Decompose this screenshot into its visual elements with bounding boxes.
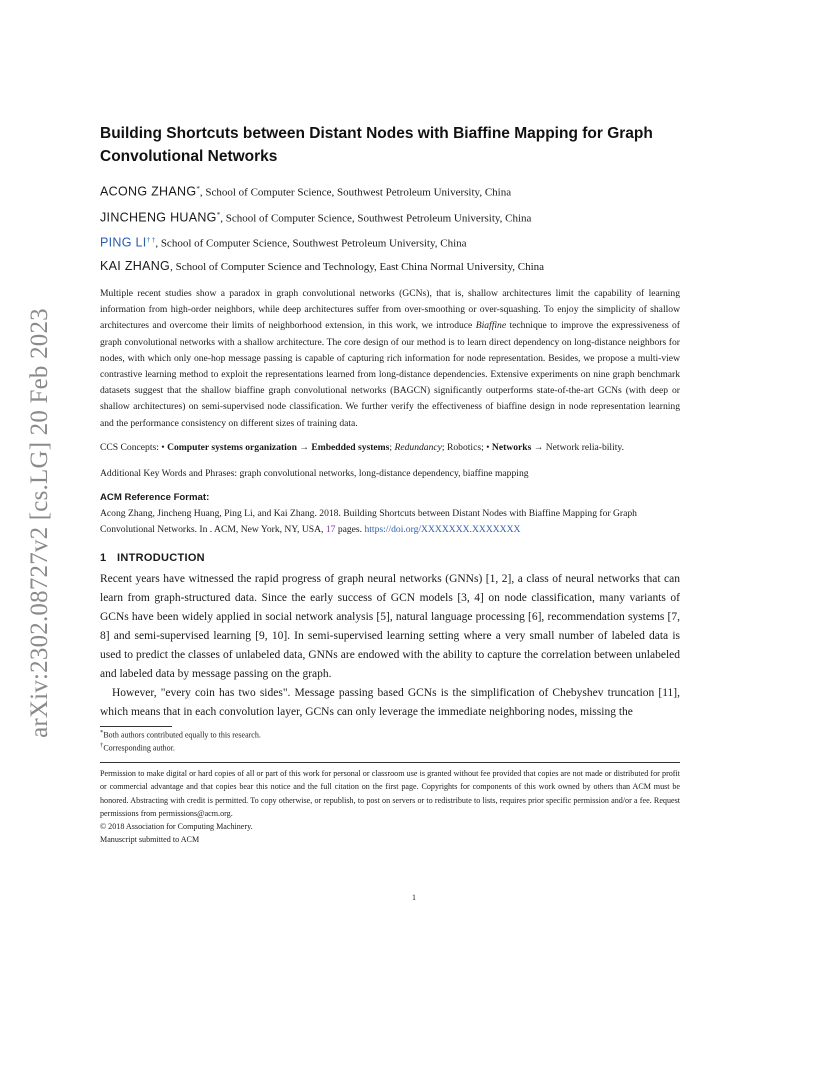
author-list: [100, 178, 680, 278]
paper-title: Building Shortcuts between Distant Nodes with Biaffine Mapping for Graph Convolutional Networks: [100, 125, 653, 165]
footnote-mark: †: [100, 742, 104, 750]
ccs-concept: Redundancy: [394, 441, 442, 453]
author-mark: *: [216, 210, 221, 219]
author-affiliation: , School of Computer Science, Southwest Petroleum University, China: [220, 212, 532, 225]
abstract-italic: Biaffine: [475, 320, 507, 332]
footnote-mark: *: [100, 728, 104, 736]
author-entry: [100, 229, 680, 255]
manuscript-note: Manuscript submitted to ACM: [100, 835, 200, 845]
page-count-link[interactable]: 17: [325, 523, 336, 535]
author-mark: † †: [146, 236, 156, 245]
author-affiliation: , School of Computer Science and Technology, East China Normal University, China: [170, 260, 545, 273]
author-name: KAI ZHANG: [100, 258, 171, 273]
acm-reference-text: [100, 506, 680, 538]
author-name: ACONG ZHANG: [100, 184, 197, 199]
permission-text: Permission to make digital or hard copies of all or part of this work for personal or classroom use is granted without fee provided that copies are not made or distributed for profit or commercial advantage and that copies bear this notice and the full citation on the first page. Copyrights for components of this work owned by others than ACM must be honored. Abstracting with credit is permitted. To copy otherwise, or republish, to post on servers or to redistribute to lists, requires prior specific permission and/or a fee. Request permissions from permissions@acm.org.: [100, 769, 680, 818]
introduction-body: [100, 570, 680, 722]
paragraph: However, "every coin has two sides". Message passing based GCNs is the simplification of Chebyshev truncation [11], which means that in each convolution layer, GCNs can only leverage the immediate neighboring nodes, missing the: [100, 686, 680, 718]
author-affiliation: , School of Computer Science, Southwest Petroleum University, China: [199, 186, 512, 199]
footnote-text: Both authors contributed equally to this research.: [103, 730, 261, 740]
footnote-text: Corresponding author.: [103, 744, 175, 754]
ccs-concepts: [100, 440, 680, 456]
permission-notice: [100, 762, 680, 846]
acm-reference-body: Acong Zhang, Jincheng Huang, Ping Li, and Kai Zhang. 2018. Building Shortcuts between Distant Nodes with Biaffine Mapping for Graph Convolutional Networks. In . ACM, New York, NY, USA,: [100, 507, 637, 535]
ccs-concept: Networks →: [491, 441, 544, 453]
acm-reference: [100, 490, 680, 538]
ccs-concept: Computer systems organization → Embedded systems: [167, 441, 390, 453]
abstract-text: Multiple recent studies show a paradox in graph convolutional networks (GCNs), that is, shallow architectures limit the capability of learning information from high-order neighbors, while deep architectures suffer from over-smoothing or over-squashing. To enjoy the simplicity of shallow architectures and overcome their limits of neighborhood extension, in this work, we introduce: [100, 287, 680, 332]
arxiv-id-text: arXiv:2302.08727v2 [cs.LG] 20 Feb 2023: [26, 308, 53, 738]
author-entry: [100, 255, 680, 278]
keywords: Additional Key Words and Phrases: graph convolutional networks, long-distance dependency, biaffine mapping: [100, 467, 529, 479]
copyright-line: © 2018 Association for Computing Machinery.: [100, 821, 253, 831]
author-affiliation: , School of Computer Science, Southwest Petroleum University, China: [155, 237, 467, 250]
abstract-text: technique to improve the expressiveness of graph convolutional networks with a shallow architecture. The core design of our method is to learn direct dependency on long-distance neighbors for nodes, with which only one-hop message passing is capable of capturing rich information for node representation. Besides, we propose a multi-view contrastive learning method to exploit the representations learned from long-distance dependencies. Extensive experiments on nine graph benchmark datasets suggest that the shallow biaffine graph convolutional networks (BAGCN) significantly outperforms state-of-the-art GCNs (with deep or shallow architectures) on semi-supervised node classification. We further verify the effectiveness of biaffine design in node representation learning and the performance consistency on different sizes of training data.: [100, 320, 680, 429]
paper-page: [100, 122, 680, 846]
author-entry: [100, 178, 680, 204]
abstract: [100, 286, 680, 432]
footnote: [100, 740, 680, 754]
footnote: [100, 727, 680, 741]
ccs-separator: ; Robotics; •: [441, 441, 492, 453]
ccs-separator: ;: [389, 441, 395, 453]
author-name-link[interactable]: PING LI: [100, 235, 147, 250]
ccs-concept: Network relia-bility.: [543, 441, 624, 453]
ccs-prefix: CCS Concepts: •: [100, 441, 168, 453]
arxiv-sidebar-stamp: [22, 288, 58, 758]
section-number: 1: [100, 551, 107, 564]
acm-reference-heading: ACM Reference Format:: [100, 491, 210, 503]
section-heading: [100, 552, 680, 564]
author-name: JINCHENG HUANG: [100, 210, 217, 225]
section-title: INTRODUCTION: [117, 551, 205, 564]
doi-link[interactable]: https://doi.org/XXXXXXX.XXXXXXX: [364, 523, 521, 535]
paragraph: Recent years have witnessed the rapid progress of graph neural networks (GNNs) [1, 2], a class of neural networks that can learn from graph-structured data. Since the early success of GCN models [3, 4] on node classification, many variants of GCNs have been widely applied in social network analysis [5], natural language processing [6], recommendation systems [7, 8] and semi-supervised learning [9, 10]. In semi-supervised learning setting where a very small number of labeled data is used to predict the classes of unlabeled data, GNNs are endowed with the ability to capture the correlation between unlabeled and labeled data by message passing on the graph.: [100, 572, 680, 680]
acm-reference-body: pages.: [335, 523, 365, 535]
page-number: 1: [412, 893, 416, 902]
author-mark: *: [196, 185, 200, 193]
author-entry: [100, 204, 680, 230]
